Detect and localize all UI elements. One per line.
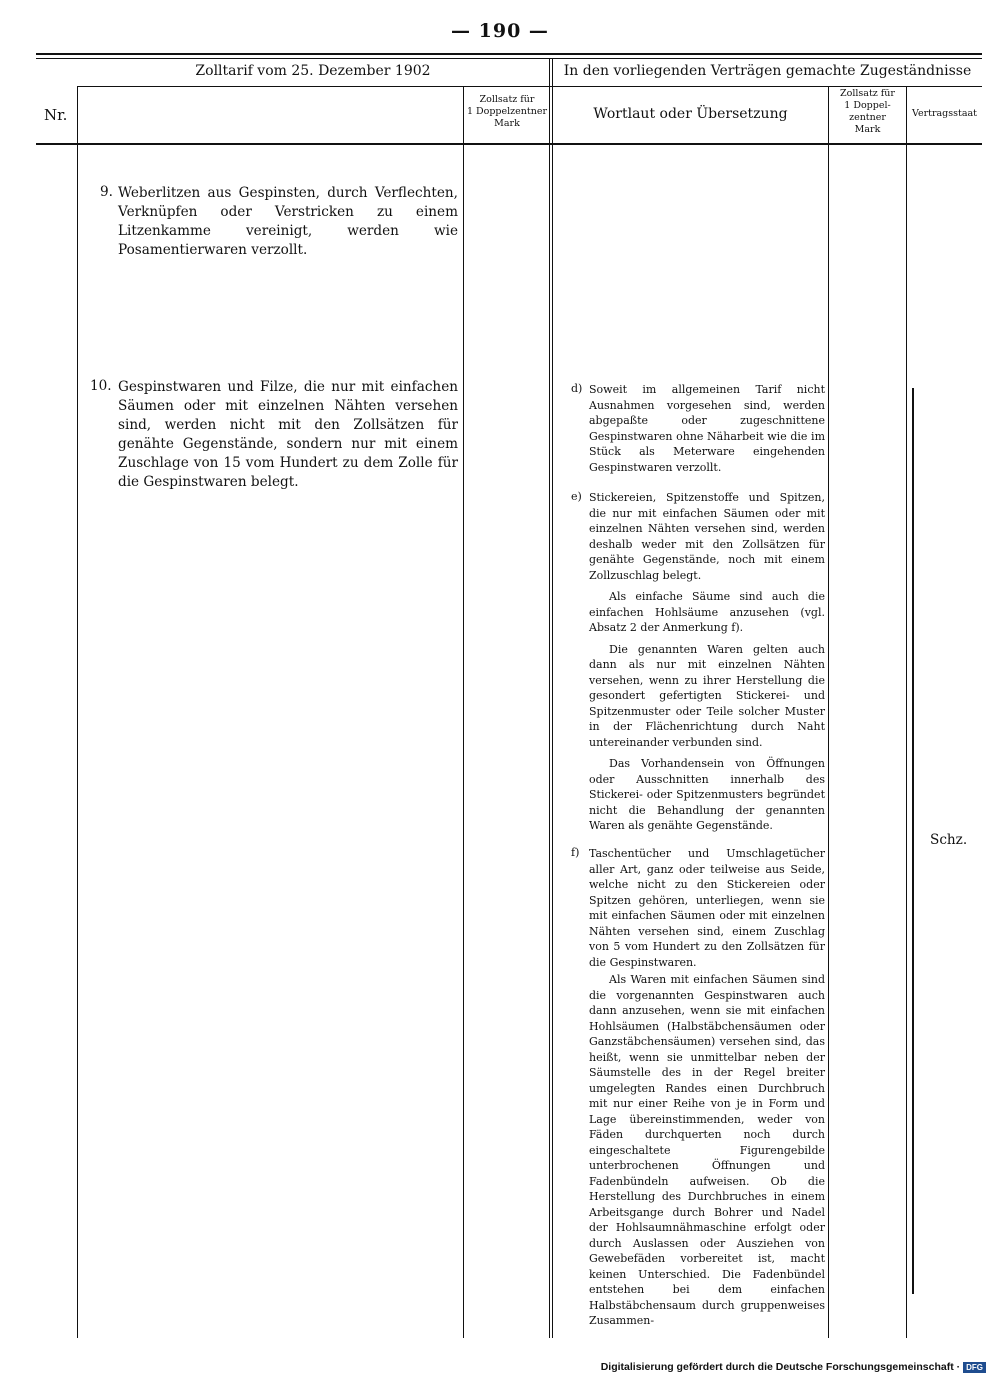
footer-text: Digitalisierung gefördert durch die Deutsche Forschungsgemeinschaft ·: [600, 1361, 961, 1373]
subheader-rule-right: [551, 86, 982, 87]
entry-e-paragraph-3: Die genannten Waren gelten auch dann als nur mit einzelnen Nähten versehen, wenn zu ihrer Herstellung die gesondert gefertigten Stickerei- und Spitzenmuster oder Teile solcher Muster in der Flächenrichtung durch Naht untereinander verbunden sind.: [589, 642, 825, 749]
item-10-text: Gespinstwaren und Filze, die nur mit einfachen Säumen oder mit einzelnen Nähten versehen sind, werden nicht mit den Zollsätzen für genähte Gegenstände, sondern nur mit einem Zuschlage von 15 vom Hundert zu dem Zolle für die Gespinstwaren belegt.: [118, 379, 458, 490]
dfg-logo: DFG: [963, 1362, 986, 1373]
entry-e-paragraph-4: Das Vorhandensein von Öffnungen oder Ausschnitten innerhalb des Stickerei- oder Spitzenmusters begründet nicht die Behandlung der genannten Waren als genähte Gegenstände.: [589, 757, 825, 832]
col-divider-wortlaut: [828, 86, 829, 1338]
column-header-vertragsstaat: Vertragsstaat: [912, 108, 977, 119]
left-table-title: Zolltarif vom 25. Dezember 1902: [195, 63, 431, 79]
entry-d-label: d): [571, 382, 583, 395]
entry-f-paragraph-2: Als Waren mit einfachen Säumen sind die vorgenannten Gespinstwaren auch dann anzusehen, wenn sie mit einfachen Hohlsäumen (Halbstäbchensäumen oder Ganzstäbchensäumen) versehen sind, das heißt, wenn sie unmittelbar neben der Säumstelle des in der Regel breiter umgelegten Randes einen Durchbruch mit nur einer Reihe von je in Form und Lage übereinstimmenden, weder von Fäden durchquerten noch durch eingeschaltete Figurengebilde unterbrochenen Öffnungen und Fadenbündeln aufweisen. Ob die Herstellung des Durchbruches in einem Arbeitsgange durch Bohrer und Nadel der Hohlsaumnähmaschine erfolgt oder durch Auslassen oder Ausziehen von Gewebefäden vorbereitet ist, macht keinen Unterschied. Die Fadenbündel entstehen bei dem einfachen Halbstäbchensaum durch gruppenweises Zusammen-: [589, 973, 825, 1327]
column-header-zollsatz-right: Zollsatz für 1 Doppel- zentner Mark: [840, 88, 895, 135]
col-divider-main-b: [552, 58, 553, 1338]
entry-f-paragraph-1: Taschentücher und Umschlagetücher aller Art, ganz oder teilweise aus Seide, welche nicht zu den Stickereien oder Spitzen gehören, unterliegen, wenn sie mit einfachen Säumen oder mit einzelnen Nähten versehen sind, einem Zuschlag von 5 vom Hundert zu den Zollsätzen für die Gespinstwaren.: [589, 847, 825, 969]
page-number: — 190 —: [451, 20, 549, 42]
col-divider-zollsatz-left: [463, 86, 464, 1338]
entry-e-paragraph-1: Stickereien, Spitzenstoffe und Spitzen, die nur mit einfachen Säumen oder mit einzelnen Nähten versehen sind, werden deshalb weder mit den Zollsätzen für genähte Gegenstände, noch mit einem Zollzuschlag belegt.: [589, 491, 825, 582]
col-divider-main: [549, 58, 550, 1338]
item-10-number: 10.: [90, 378, 112, 394]
col-divider-nr: [77, 86, 78, 1338]
top-rule-inner: [36, 58, 982, 59]
entry-e-label: e): [571, 490, 582, 503]
vertragsstaat-bracket: [912, 388, 914, 1294]
entry-e-text: [589, 490, 825, 834]
header-bottom-rule: [36, 143, 982, 145]
top-rule: [36, 53, 982, 55]
column-header-zollsatz-left: Zollsatz für 1 Doppelzentner Mark: [466, 94, 548, 129]
digitization-footer: [601, 1361, 986, 1373]
column-header-nr: Nr.: [44, 106, 68, 124]
entry-e-paragraph-2: Als einfache Säume sind auch die einfachen Hohlsäume anzusehen (vgl. Absatz 2 der Anmerkung f).: [589, 590, 825, 634]
item-9-number: 9.: [100, 184, 113, 200]
entry-f-label: f): [571, 846, 580, 859]
item-9-text: Weberlitzen aus Gespinsten, durch Verflechten, Verknüpfen oder Verstricken zu einem Litzenkamme vereinigt, werden wie Posamentierwaren verzollt.: [118, 185, 458, 258]
vertragsstaat-label: Schz.: [930, 832, 968, 848]
entry-d-text: Soweit im allgemeinen Tarif nicht Ausnahmen vorgesehen sind, werden abgepaßte oder zugeschnittene Gespinstwaren ohne Näharbeit wie die im Stück als Meterware eingehenden Gespinstwaren verzollt.: [589, 383, 825, 474]
right-table-title: In den vorliegenden Verträgen gemachte Zugeständnisse: [563, 63, 972, 79]
subheader-rule-left: [77, 86, 551, 87]
entry-f-text: [589, 846, 825, 1329]
col-divider-zollsatz-right: [906, 86, 907, 1338]
column-header-wortlaut: Wortlaut oder Übersetzung: [593, 106, 788, 122]
